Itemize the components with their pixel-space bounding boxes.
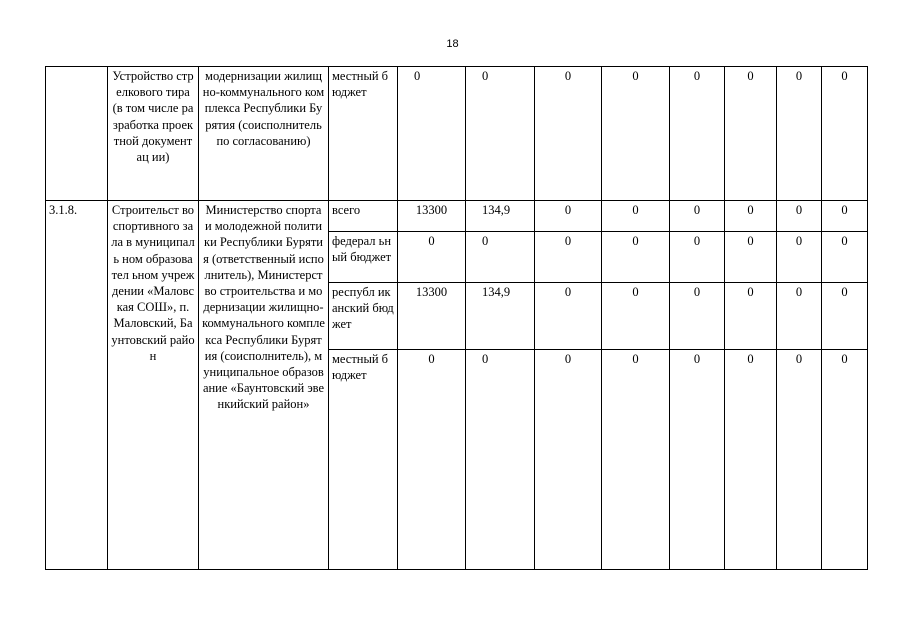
- value-cell: 134,9: [466, 201, 535, 232]
- value-cell: 0: [466, 232, 535, 283]
- value-cell: 0: [777, 67, 822, 201]
- value-cell: 0: [602, 232, 670, 283]
- value-cell: 0: [602, 201, 670, 232]
- value-cell: 0: [602, 67, 670, 201]
- value-cell: 0: [822, 67, 868, 201]
- value-cell: 0: [822, 350, 868, 570]
- value-cell: 0: [670, 201, 725, 232]
- value-cell: 0: [535, 67, 602, 201]
- item-executor: модернизации жилищно-коммунального комплекса Республики Бурятия (соисполнитель по согласованию): [199, 67, 329, 201]
- value-cell: 0: [822, 283, 868, 350]
- value-cell: 0: [535, 232, 602, 283]
- value-cell: 0: [777, 232, 822, 283]
- program-table: [45, 66, 868, 570]
- value-cell: 0: [670, 232, 725, 283]
- value-cell: 0: [398, 350, 466, 570]
- value-cell: 134,9: [466, 283, 535, 350]
- value-cell: 0: [670, 350, 725, 570]
- funding-source: местный бюджет: [329, 67, 398, 201]
- value-cell: 0: [725, 283, 777, 350]
- value-cell: 0: [535, 350, 602, 570]
- funding-source: федерал ьный бюджет: [329, 232, 398, 283]
- item-number: [46, 67, 108, 201]
- value-cell: 0: [725, 67, 777, 201]
- funding-source: всего: [329, 201, 398, 232]
- value-cell: 0: [602, 283, 670, 350]
- value-cell: 0: [466, 350, 535, 570]
- value-cell: 0: [670, 67, 725, 201]
- value-cell: 0: [535, 283, 602, 350]
- funding-source: местный бюджет: [329, 350, 398, 570]
- value-cell: 0: [670, 283, 725, 350]
- value-cell: 0: [777, 201, 822, 232]
- value-cell: 0: [822, 232, 868, 283]
- funding-source: республ иканский бюджет: [329, 283, 398, 350]
- value-cell: 0: [466, 67, 535, 201]
- value-cell: 0: [535, 201, 602, 232]
- value-cell: 0: [398, 232, 466, 283]
- value-cell: 0: [725, 350, 777, 570]
- page-number: 18: [446, 38, 459, 50]
- table-row: [46, 67, 868, 201]
- value-cell: 0: [725, 232, 777, 283]
- item-number: 3.1.8.: [46, 201, 108, 570]
- item-name: Устройство стрелкового тира (в том числе разработка проектной документац ии): [108, 67, 199, 201]
- value-cell: 0: [777, 350, 822, 570]
- item-name: Строительст во спортивного зала в муниципаль ном образовател ьном учреждении «Маловская СОШ», п. Маловский, Баунтовский район: [108, 201, 199, 570]
- table-row: [46, 201, 868, 232]
- value-cell: 13300: [398, 283, 466, 350]
- item-executor: Министерство спорта и молодежной политики Республики Бурятия (ответственный исполнитель), Министерство строительства и модернизации жилищно-коммунального комплекса Республики Бурятия (соисполнитель), муниципальное образование «Баунтовский эвенкийский район»: [199, 201, 329, 570]
- value-cell: 0: [398, 67, 466, 201]
- value-cell: 13300: [398, 201, 466, 232]
- value-cell: 0: [725, 201, 777, 232]
- value-cell: 0: [822, 201, 868, 232]
- value-cell: 0: [777, 283, 822, 350]
- value-cell: 0: [602, 350, 670, 570]
